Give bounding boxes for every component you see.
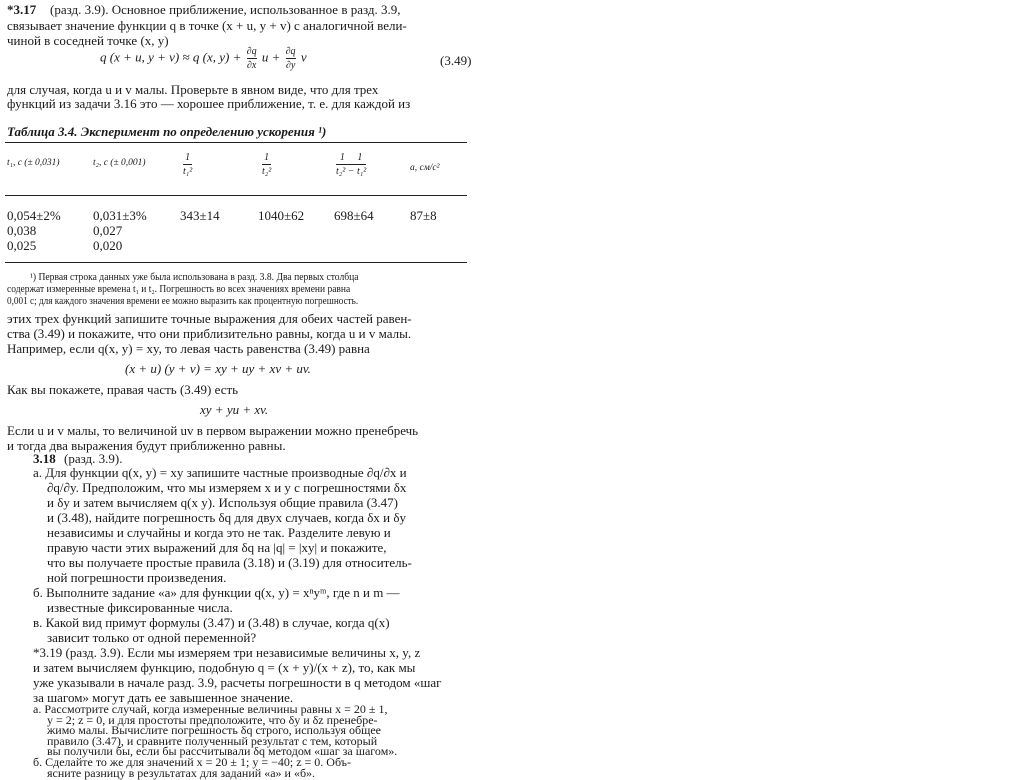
table-cell: 87±8 xyxy=(410,208,437,223)
equation-rhs: xy + yu + xv. xyxy=(200,402,269,417)
table-cell: 343±14 xyxy=(180,208,220,223)
text-line: связывает значение функции q в точке (x + u, y + v) с аналогичной вели- xyxy=(7,18,407,33)
text-line: вы получили бы, если бы рассчитывали δq методом «шаг за шагом». xyxy=(47,744,398,759)
equation-3-49: q (x + u, y + v) ≈ q (x, y) + $\frac{\partial q}{\partial x}$ u + $\frac{\partial q}{\partial y}$ v xyxy=(100,46,307,71)
text-line: б. Выполните задание «а» для функции q(x, y) = xⁿyᵐ, где n и m — xyxy=(33,585,400,600)
table-top-rule xyxy=(5,142,467,143)
text-line: ной погрешности произведения. xyxy=(47,570,227,585)
text-line: и затем вычисляем функцию, подобную q = (x + y)/(x + z), то, как мы xyxy=(33,660,416,675)
text-line: правило (3.47), и сравните полученный результат с тем, который xyxy=(47,733,378,748)
table-header-t2: t₂, с (± 0,001) xyxy=(93,158,146,168)
text-line: ∂q/∂y. Предположим, что мы измеряем x и y с погрешностями δx xyxy=(47,480,407,495)
text-line: *3.19 (разд. 3.9). Если мы измеряем три независимые величины x, y, z xyxy=(33,645,421,660)
text-line: и (3.48), найдите погрешность δq для двух случаев, когда δx и δy xyxy=(47,510,406,525)
text-line: этих трех функций запишите точные выражения для обеих частей равен- xyxy=(7,311,412,326)
table-header-inv-t2sq: 1 t₂² xyxy=(262,152,272,177)
text-line: независимы и случайны и когда это не так. Разделите левую и xyxy=(47,525,391,540)
text-line: и δy и затем вычисляем q(x y). Используя общие правила (3.47) xyxy=(47,495,399,510)
text-line: и тогда два выражения будут приближенно равны. xyxy=(7,438,286,453)
table-header-inv-t1sq: 1 t₁² xyxy=(183,152,193,177)
text-line: а. Для функции q(x, y) = xy запишите частные производные ∂q/∂x и xyxy=(33,465,407,480)
text-line: чиной в соседней точке (x, y) xyxy=(7,33,169,48)
table-cell: 0,038 xyxy=(7,223,37,238)
table-header-rule xyxy=(5,195,467,196)
table-footnote: 0,001 с; для каждого значения времени ее можно выразить как процентную погрешность. xyxy=(7,296,359,307)
text-line: Например, если q(x, y) = xy, то левая часть равенства (3.49) равна xyxy=(7,341,370,356)
table-cell: 0,027 xyxy=(93,223,123,238)
table-cell: 1040±62 xyxy=(258,208,305,223)
text-line: правую части этих выражений для δq на |q| = |xy| и покажите, xyxy=(47,540,387,555)
table-header-t1: t₁, с (± 0,031) xyxy=(7,158,60,168)
text-line: что вы получаете простые правила (3.18) и (3.19) для относитель- xyxy=(47,555,412,570)
equation-number: (3.49) xyxy=(440,53,472,68)
text-line: а. Рассмотрите случай, когда измеренные величины равны x = 20 ± 1, xyxy=(33,702,388,716)
problem-number-3-18: 3.18 xyxy=(33,451,56,466)
text-line: ства (3.49) и покажите, что они приблизительно равны, когда u и v малы. xyxy=(7,326,412,341)
table-header-accel: a, см/с² xyxy=(410,163,440,173)
table-caption: Таблица 3.4. Эксперимент по определению ускорения ¹) xyxy=(7,124,327,139)
problem-reference: (разд. 3.9). xyxy=(64,451,123,466)
table-cell: 0,054±2% xyxy=(7,208,61,223)
text-line: функций из задачи 3.16 это — хорошее приближение, т. е. для каждой из xyxy=(7,96,411,111)
text-line: y = 2; z = 0, и для простоты предположите, что δy и δz пренебре- xyxy=(47,712,378,727)
table-cell: 0,025 xyxy=(7,238,37,253)
text-line: Как вы покажете, правая часть (3.49) есть xyxy=(7,382,239,397)
text-line: в. Какой вид примут формулы (3.47) и (3.48) в случае, когда q(x) xyxy=(33,615,390,630)
text-line: (разд. 3.9). Основное приближение, использованное в разд. 3.9, xyxy=(50,2,401,17)
text-line: зависит только от одной переменной? xyxy=(47,630,257,645)
text-line: Если u и v малы, то величиной uv в первом выражении можно пренебречь xyxy=(7,423,419,438)
text-line: известные фиксированные числа. xyxy=(47,600,233,615)
table-cell: 0,031±3% xyxy=(93,208,147,223)
table-bottom-rule xyxy=(5,262,467,263)
table-cell: 0,020 xyxy=(93,238,123,253)
text-line: б. Сделайте то же для значений x = 20 ± 1; y = −40; z = 0. Объ- xyxy=(33,755,351,769)
text-line: для случая, когда u и v малы. Проверьте в явном виде, что для трех xyxy=(7,82,379,97)
text-line: жимо малы. Вычислите погрешность δq строго, используя общее xyxy=(47,723,381,738)
table-cell: 698±64 xyxy=(334,208,374,223)
text-line: за шагом» могут дать ее завышенное значение. xyxy=(33,690,294,705)
table-footnote: содержат измеренные времена t₁ и t₂. Погрешность во всех значениях времени равна xyxy=(7,284,351,295)
problem-number-3-17: *3.17 xyxy=(7,2,37,17)
text-line: ясните разницу в результатах для заданий «а» и «б». xyxy=(47,765,316,780)
text-line: уже указывали в начале разд. 3.9, расчеты погрешности в q методом «шаг xyxy=(33,675,442,690)
equation-lhs-expansion: (x + u) (y + v) = xy + uy + xv + uv. xyxy=(125,361,311,376)
table-footnote: ¹) Первая строка данных уже была использована в разд. 3.8. Два первых столбца xyxy=(30,272,359,283)
table-header-difference: 1 1 t₂² − t₁² xyxy=(336,152,367,177)
